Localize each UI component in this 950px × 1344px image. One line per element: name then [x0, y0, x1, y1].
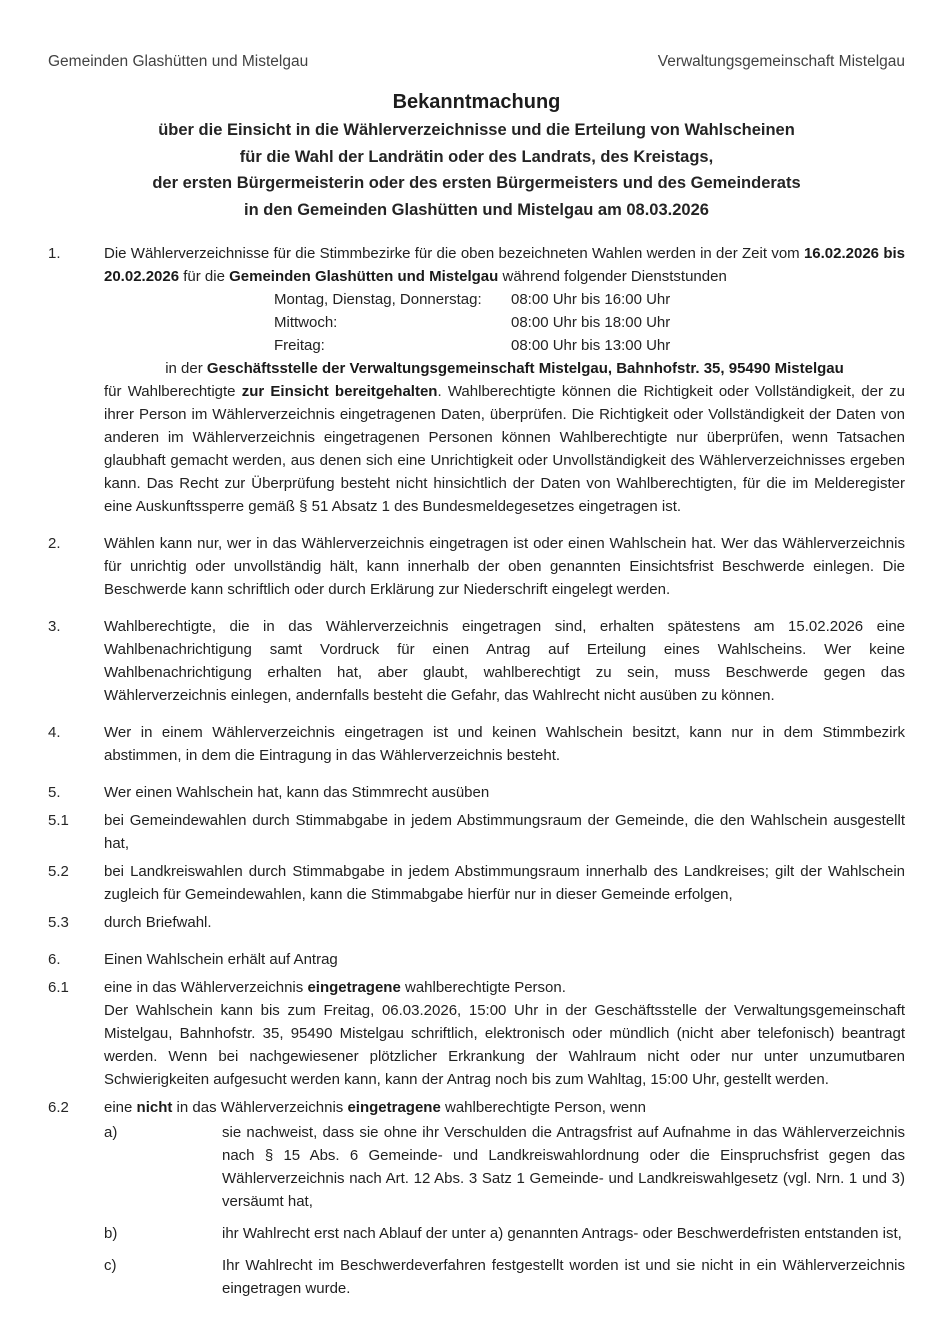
list-item-1- [48, 242, 905, 518]
item-marker: 5. [48, 784, 61, 801]
item-content [104, 781, 905, 804]
list-item-5-2 [48, 860, 905, 906]
item-marker: 2. [48, 535, 61, 552]
subtitle [48, 117, 905, 223]
item-content [104, 809, 905, 855]
sub-item-marker: c) [104, 1257, 117, 1274]
document-body [48, 242, 905, 1300]
item-marker: 6.2 [48, 1099, 69, 1116]
paragraph: bei Gemeindewahlen durch Stimmabgabe in jedem Abstimmungsraum der Gemeinde, die den Wahlschein ausgestellt hat, [104, 812, 905, 852]
subtitle-line-2: für die Wahl der Landrätin oder des Landrats, des Kreistags, [239, 147, 714, 166]
sub-list-item-c [104, 1254, 905, 1300]
paragraph: Der Wahlschein kann bis zum Freitag, 06.03.2026, 15:00 Uhr in der Geschäftsstelle der Verwaltungsgemeinschaft Mistelgau, Bahnhofstr. 35, 95490 Mistelgau schriftlich, elektronisch oder mündlich (nicht aber telefonisch) beantragt werden. Wenn bei nachgewiesener plötzlicher Erkrankung der Wahlraum nicht oder nur unter unzumutbaren Schwierigkeiten aufgesucht werden kann, kann der Antrag noch bis zum Wahltag, 15:00 Uhr, gestellt werden. [104, 1002, 905, 1088]
header-left-municipalities: Gemeinden Glashütten und Mistelgau [48, 53, 309, 70]
item-marker: 4. [48, 724, 61, 741]
paragraph: durch Briefwahl. [104, 914, 212, 931]
item-marker: 6.1 [48, 979, 69, 996]
sub-item-marker: a) [104, 1124, 118, 1141]
sub-item-marker: b) [104, 1225, 118, 1242]
list-item-6- [48, 948, 905, 971]
office-hours-time: 08:00 Uhr bis 16:00 Uhr [511, 291, 671, 308]
office-hours-day: Freitag: [274, 337, 325, 354]
paragraph: Wählen kann nur, wer in das Wählerverzeichnis eingetragen ist oder einen Wahlschein hat. Wer das Wählerverzeichnis für unrichtig oder unvollständig hält, kann innerhalb der oben genannten Einsichtsfrist Beschwerde einlegen. Die Beschwerde kann schriftlich oder durch Erklärung zur Niederschrift eingelegt werden. [104, 535, 905, 598]
paragraph: Einen Wahlschein erhält auf Antrag [104, 951, 338, 968]
list-item-4- [48, 721, 905, 767]
paragraph: für Wahlberechtigte zur Einsicht bereitgehalten. Wahlberechtigte können die Richtigkeit oder Vollständigkeit, der zu ihrer Person im Wählerverzeichnis eingetragenen Daten, überprüfen. Die Richtigkeit oder Vollständigkeit der Daten von anderen im Wählerverzeichnis eingetragenen Personen können Wahlberechtigte nur überprüfen, wenn Tatsachen glaubhaft gemacht werden, aus denen sich eine Unrichtigkeit oder Unvollständigkeit des Wählerverzeichnisses ergeben kann. Das Recht zur Überprüfung besteht nicht hinsichtlich der Daten von Wahlberechtigten, für die im Melderegister eine Auskunftssperre gemäß § 51 Absatz 1 des Bundesmeldegesetzes eingetragen ist. [104, 383, 905, 515]
subtitle-line-3: der ersten Bürgermeisterin oder des ersten Bürgermeisters und des Gemeinderats [152, 174, 801, 192]
item-content [104, 615, 905, 707]
sub-list-item-a [104, 1121, 905, 1213]
item-content [104, 911, 905, 934]
paragraph: eine in das Wählerverzeichnis eingetragene wahlberechtigte Person. [104, 979, 566, 996]
paragraph: sie nachweist, dass sie ohne ihr Verschulden die Antragsfrist auf Aufnahme in das Wählerverzeichnis nach § 15 Abs. 6 Gemeinde- und Landkreiswahlordnung oder die Einspruchsfrist gegen das Wählerverzeichnis nach Art. 12 Abs. 3 Satz 1 Gemeinde- und Landkreiswahlgesetz (vgl. Nrn. 1 und 3) versäumt hat, [222, 1124, 905, 1210]
list-item-5- [48, 781, 905, 804]
paragraph: Wer einen Wahlschein hat, kann das Stimmrecht ausüben [104, 784, 490, 801]
list-item-2- [48, 532, 905, 601]
subtitle-line-1: über die Einsicht in die Wählerverzeichnisse und die Erteilung von Wahlscheinen [158, 121, 795, 139]
paragraph: Die Wählerverzeichnisse für die Stimmbezirke für die oben bezeichneten Wahlen werden in der Zeit vom 16.02.2026 bis 20.02.2026 für die Gemeinden Glashütten und Mistelgau während folgender Dienststunden [104, 245, 905, 285]
header-right-administration: Verwaltungsgemeinschaft Mistelgau [657, 53, 905, 70]
item-content [104, 532, 905, 601]
item-content [104, 948, 905, 971]
office-hours-row [274, 288, 905, 311]
paragraph: eine nicht in das Wählerverzeichnis eingetragene wahlberechtigte Person, wenn [104, 1099, 646, 1116]
item-marker: 5.2 [48, 863, 69, 880]
list-item-5-1 [48, 809, 905, 855]
sub-list-item-b [104, 1222, 905, 1245]
list-item-3- [48, 615, 905, 707]
item-content [104, 1096, 905, 1300]
paragraph: bei Landkreiswahlen durch Stimmabgabe in jedem Abstimmungsraum innerhalb des Landkreises; gilt der Wahlschein zugleich für Gemeindewahlen, kann die Stimmabgabe hierfür nur in dieser Gemeinde erfolgen, [104, 863, 905, 903]
office-hours-time: 08:00 Uhr bis 18:00 Uhr [511, 314, 671, 331]
list-item-6-2 [48, 1096, 905, 1300]
list-item-5-3 [48, 911, 905, 934]
item-content [104, 976, 905, 1091]
office-hours-day: Montag, Dienstag, Donnerstag: [274, 291, 482, 308]
item-marker: 1. [48, 245, 61, 262]
item-content [104, 860, 905, 906]
subtitle-line-4: in den Gemeinden Glashütten und Mistelgau am 08.03.2026 [244, 200, 709, 219]
title-block [48, 89, 905, 223]
item-marker: 6. [48, 951, 61, 968]
paragraph: Wahlberechtigte, die in das Wählerverzeichnis eingetragen sind, erhalten spätestens am 15.02.2026 eine Wahlbenachrichtigung samt Vordruck für einen Antrag auf Erteilung eines Wahlscheins. Wer keine Wahlbenachrichtigung erhalten hat, aber glaubt, wahlberechtigt zu sein, muss Beschwerde gegen das Wählerverzeichnis einlegen, andernfalls besteht die Gefahr, das Wahlrecht nicht ausüben zu können. [104, 618, 905, 704]
document-header [48, 50, 905, 73]
office-hours-row [274, 311, 905, 334]
item-marker: 5.3 [48, 914, 69, 931]
paragraph: ihr Wahlrecht erst nach Ablauf der unter a) genannten Antrags- oder Beschwerdefristen entstanden ist, [222, 1225, 902, 1242]
office-hours-time: 08:00 Uhr bis 13:00 Uhr [511, 337, 671, 354]
item-content [104, 721, 905, 767]
centered-line: in der Geschäftsstelle der Verwaltungsgemeinschaft Mistelgau, Bahnhofstr. 35, 95490 Mistelgau [165, 360, 844, 377]
item-content [104, 242, 905, 518]
paragraph: Wer in einem Wählerverzeichnis eingetragen ist und keinen Wahlschein besitzt, kann nur in dem Stimmbezirk abstimmen, in dem die Eintragung in das Wählerverzeichnis besteht. [104, 724, 905, 764]
item-marker: 3. [48, 618, 61, 635]
item-marker: 5.1 [48, 812, 69, 829]
office-hours-day: Mittwoch: [274, 314, 338, 331]
paragraph: Ihr Wahlrecht im Beschwerdeverfahren festgestellt worden ist und sie nicht in ein Wählerverzeichnis eingetragen wurde. [222, 1257, 905, 1297]
page-title: Bekanntmachung [392, 91, 561, 113]
list-item-6-1 [48, 976, 905, 1091]
office-hours-row [274, 334, 905, 357]
